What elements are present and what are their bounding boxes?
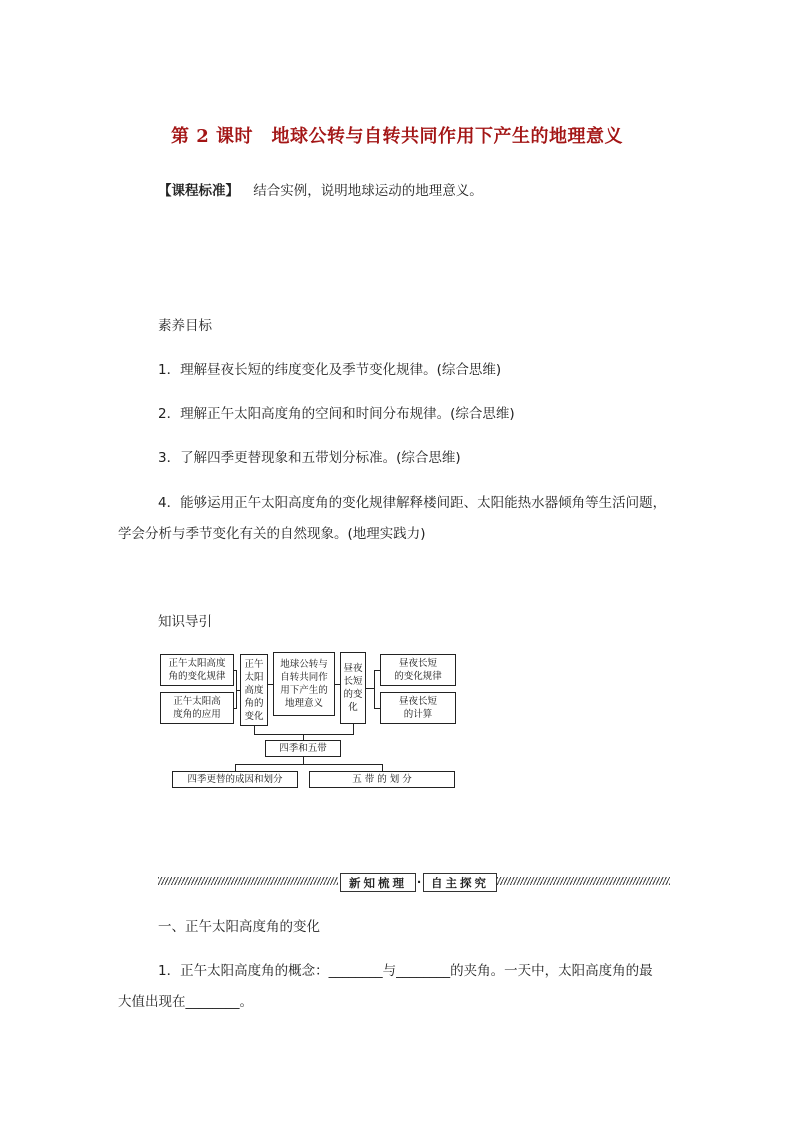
standard-label: 【课程标准】 [158, 183, 239, 199]
box-day-rule: 昼夜长短 的变化规律 [380, 654, 456, 686]
connector-line [235, 764, 383, 765]
box-day-calc: 昼夜长短 的计算 [380, 692, 456, 724]
box-center: 地球公转与 自转共同作 用下产生的 地理意义 [273, 652, 335, 716]
literacy-item: 3．了解四季更替现象和五带划分标准。(综合思维) [158, 450, 461, 466]
connector-line [335, 684, 340, 685]
connector-line [303, 734, 304, 740]
connector-line [303, 757, 304, 764]
page-title: 第 2 课时 地球公转与自转共同作用下产生的地理意义 [170, 126, 624, 147]
box-zones: 五 带 的 划 分 [309, 771, 455, 788]
section-heading: 一、正午太阳高度角的变化 [158, 919, 320, 935]
connector-line [374, 708, 380, 709]
connector-line [254, 734, 354, 735]
connector-line [235, 764, 236, 771]
connector-line [382, 764, 383, 771]
literacy-item: 4．能够运用正午太阳高度角的变化规律解释楼间距、太阳能热水器倾角等生活问题， [158, 495, 667, 511]
connector-line [374, 670, 380, 671]
box-day-change: 昼夜 长短 的变 化 [340, 652, 366, 724]
banner-dot: · [416, 874, 422, 889]
literacy-item: 1．理解昼夜长短的纬度变化及季节变化规律。(综合思维) [158, 362, 502, 378]
literacy-item: 学会分析与季节变化有关的自然现象。(地理实践力) [118, 526, 426, 542]
connector-line [366, 688, 374, 689]
guide-heading: 知识导引 [158, 614, 212, 630]
course-standard [158, 179, 483, 199]
connector-line [353, 724, 354, 734]
banner-label-self-explore: 自主探究 [423, 873, 497, 892]
box-noon-apply: 正午太阳高 度角的应用 [160, 692, 234, 724]
connector-line [236, 690, 240, 691]
question-line: 1．正午太阳高度角的概念：________与________的夹角。一天中，太阳高度角的最 [158, 963, 653, 979]
box-noon-rule: 正午太阳高度 角的变化规律 [160, 654, 234, 686]
literacy-heading: 素养目标 [158, 318, 212, 334]
banner-stripe-left [158, 877, 338, 885]
connector-line [254, 726, 255, 734]
standard-text: 结合实例，说明地球运动的地理意义。 [253, 183, 483, 199]
literacy-item: 2．理解正午太阳高度角的空间和时间分布规律。(综合思维) [158, 406, 515, 422]
banner-stripe-right [497, 877, 670, 885]
question-line: 大值出现在________。 [118, 994, 253, 1010]
box-seasons: 四季更替的成因和划分 [172, 771, 298, 788]
box-noon-change: 正午 太阳 高度 角的 变化 [240, 654, 268, 726]
connector-line [268, 684, 273, 685]
banner-label-new-knowledge: 新知梳理 [340, 873, 416, 892]
connector-line [374, 670, 375, 709]
box-seasons-zones: 四季和五带 [265, 740, 341, 757]
